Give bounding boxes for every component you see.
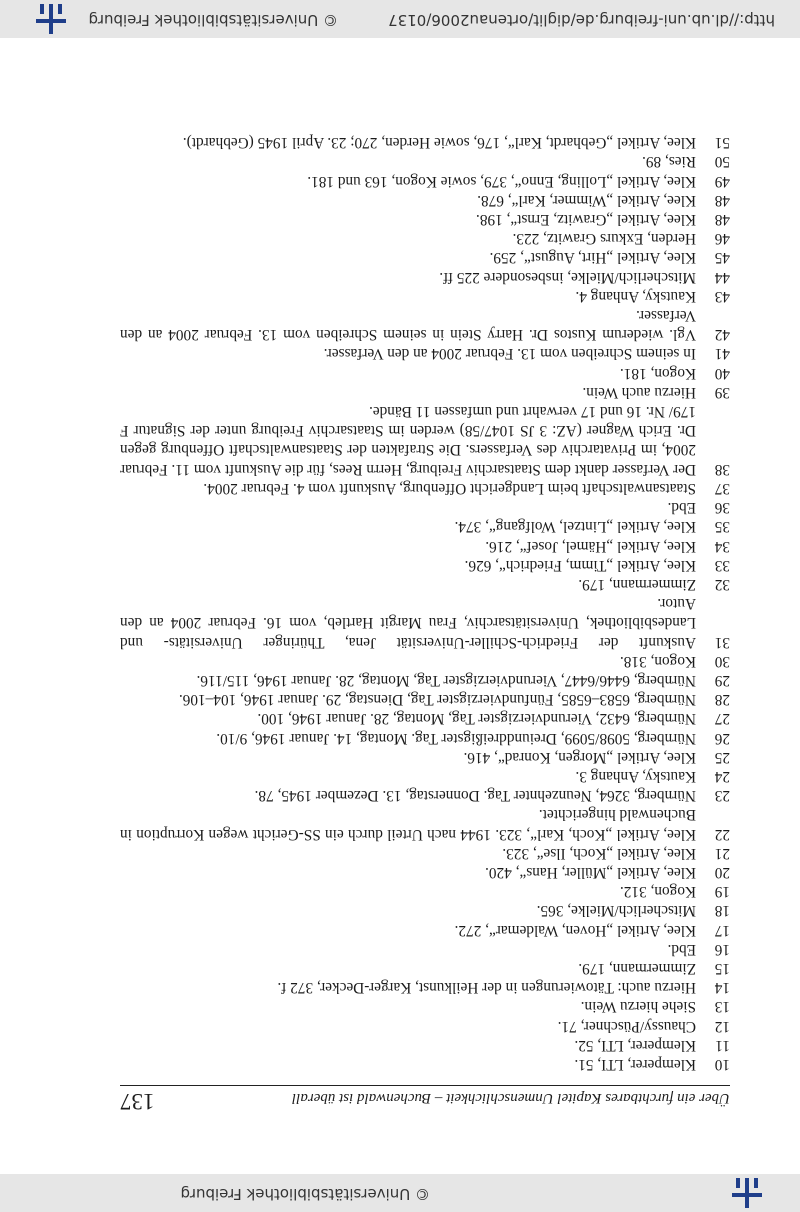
footnote-number: 44 xyxy=(714,268,730,286)
running-head: Über ein furchtbares Kapitel Unmenschlichkeit – Buchenwald ist überall xyxy=(292,1090,730,1106)
footnote-number: 48 xyxy=(714,211,730,229)
footnote-text: In seinem Schreiben vom 13. Februar 2004 an den Verfasser. xyxy=(323,345,696,363)
footnote-text: Nürnberg, 6432, Vierundvierzigster Tag, Montag, 28. Januar 1946, 100. xyxy=(257,710,696,728)
footnote xyxy=(120,690,730,709)
footnote xyxy=(120,728,730,747)
footnote-text: Klee, Artikel „Timm, Friedrich“, 626. xyxy=(464,556,696,574)
footnote-number: 12 xyxy=(714,1017,730,1035)
footnote-text: Staatsanwaltschaft beim Landgericht Offenburg, Auskunft vom 4. Februar 2004. xyxy=(203,479,696,497)
footnote xyxy=(120,306,730,344)
footnote-text: Klee, Artikel „Wimmer, Karl“, 678. xyxy=(477,191,696,209)
footnote-number: 35 xyxy=(714,518,730,536)
footnote-text: Klee, Artikel „Lolling, Enno“, 379, sowie Kogon, 163 und 181. xyxy=(307,172,696,190)
footnote-text: Klee, Artikel „Hämel, Josef“, 216. xyxy=(485,537,696,555)
footnote-text: Kogon, 181. xyxy=(619,364,696,382)
footnote xyxy=(120,594,730,652)
footnote-text: Klee, Artikel „Müller, Hans“, 420. xyxy=(485,863,696,881)
footnote-number: 20 xyxy=(714,863,730,881)
footnote-text: Ebd. xyxy=(667,940,696,958)
footnote xyxy=(120,152,730,171)
footnote-text: Klemperer, LTI, 52. xyxy=(574,1036,696,1054)
footnote-text: Ebd. xyxy=(667,499,696,517)
footnote xyxy=(120,1055,730,1074)
footnote xyxy=(120,229,730,248)
footnote-number: 51 xyxy=(714,134,730,152)
footnote-text: Klee, Artikel „Hirt, August“, 259. xyxy=(489,249,696,267)
footnote xyxy=(120,171,730,190)
footnote-number: 16 xyxy=(714,940,730,958)
footnote xyxy=(120,248,730,267)
page-header xyxy=(120,1088,730,1114)
footnote-text: Hierzu auch: Tätowierungen in der Heilkunst, Karger-Decker, 372 f. xyxy=(277,979,696,997)
footnote xyxy=(120,575,730,594)
footnote xyxy=(120,210,730,229)
footnote-text: Zimmermann, 179. xyxy=(578,575,696,593)
footnote-text: Klee, Artikel „Lintzel, Wolfgang“, 374. xyxy=(454,518,696,536)
footnote xyxy=(120,536,730,555)
footnote-number: 32 xyxy=(714,575,730,593)
footnote-number: 42 xyxy=(714,326,730,344)
footnote xyxy=(120,978,730,997)
footnote xyxy=(120,882,730,901)
footnote-text: Kogon, 312. xyxy=(619,883,696,901)
footnote xyxy=(120,191,730,210)
footnote-text: Nürnberg, 6583–6585, Fünfundvierzigster Tag, Dienstag, 29. Januar 1946, 104–106. xyxy=(178,691,696,709)
university-logo-icon xyxy=(36,4,66,34)
footnote-text: Nürnberg, 3264, Neunzehnter Tag. Donnerstag, 13. Dezember 1945, 78. xyxy=(254,787,696,805)
footnote xyxy=(120,363,730,382)
footnote xyxy=(120,786,730,805)
footnote xyxy=(120,805,730,843)
footnote-number: 10 xyxy=(714,1056,730,1073)
footnote xyxy=(120,940,730,959)
footnote-number: 28 xyxy=(714,691,730,709)
footnote xyxy=(120,748,730,767)
footnote-number: 11 xyxy=(715,1036,730,1054)
footnote xyxy=(120,767,730,786)
viewer-bottom-bar xyxy=(0,0,800,38)
footnote-text: Ries, 89. xyxy=(642,153,696,171)
footnote xyxy=(120,844,730,863)
header-rule xyxy=(120,1085,730,1086)
footnote xyxy=(120,901,730,920)
footnote-text: Mitscherlich/Mielke, 365. xyxy=(536,902,696,920)
footnote-text: Klee, Artikel „Hoven, Waldemar“, 272. xyxy=(454,921,696,939)
footnote-number: 45 xyxy=(714,249,730,267)
footnote xyxy=(120,517,730,536)
footnote-number: 27 xyxy=(714,710,730,728)
footnote xyxy=(120,959,730,978)
footnote-text: Klee, Artikel „Koch, Ilse“, 323. xyxy=(502,844,696,862)
footnote-number: 31 xyxy=(714,633,730,651)
footnote-number: 36 xyxy=(714,499,730,517)
footnote-number: 24 xyxy=(714,767,730,785)
footnote-number: 19 xyxy=(714,883,730,901)
footnote xyxy=(120,997,730,1016)
footnote-number: 15 xyxy=(714,959,730,977)
footnote-number: 43 xyxy=(714,287,730,305)
footnote-text: Kautsky, Anhang 3. xyxy=(575,767,696,785)
footnote xyxy=(120,709,730,728)
footnote xyxy=(120,267,730,286)
page-number: 137 xyxy=(120,1089,155,1114)
footnote-number: 21 xyxy=(714,844,730,862)
footnote-number: 38 xyxy=(714,460,730,478)
footnote-number: 50 xyxy=(714,153,730,171)
footnote-number: 22 xyxy=(714,825,730,843)
footnote-text: Nürnberg, 5098/5099, Dreiunddreißigster Tag. Montag, 14. Januar 1946, 9/10. xyxy=(216,729,696,747)
footnote-number: 30 xyxy=(714,652,730,670)
library-copyright: © Universitätsbibliothek Freiburg xyxy=(88,11,338,29)
footnote xyxy=(120,287,730,306)
footnote-list xyxy=(120,133,730,1074)
university-logo-icon xyxy=(732,1178,762,1208)
footnote-text: Der Verfasser dankt dem Staatsarchiv Freiburg, Herrn Rees, für die Auskunft vom 11. Februar 2004, im Privatarchiv des Verfassers. Die Strafakten der Staatsanwaltschaft Offenburg gegen Dr. Erich Wagner (AZ: 3 JS 1047/58) werden im Staatsarchiv Freiburg unter der Signatur F 179/ Nr. 16 und 17 verwahrt und umfassen 11 Bände. xyxy=(120,403,696,478)
footnote xyxy=(120,920,730,939)
footnote xyxy=(120,479,730,498)
footnote-number: 23 xyxy=(714,787,730,805)
footnote-text: Klee, Artikel „Morgen, Konrad“, 416. xyxy=(463,748,696,766)
footnote-text: Kogon, 318. xyxy=(619,652,696,670)
footnote-number: 41 xyxy=(714,345,730,363)
footnote xyxy=(120,556,730,575)
footnote-number: 17 xyxy=(714,921,730,939)
footnote-text: Klemperer, LTI, 51. xyxy=(574,1056,696,1073)
footnote xyxy=(120,383,730,402)
footnote-text: Kautsky, Anhang 4. xyxy=(575,287,696,305)
footnote-number: 40 xyxy=(714,364,730,382)
footnote-number: 34 xyxy=(714,537,730,555)
viewer-top-bar xyxy=(0,1174,800,1212)
footnote-text: Chaussy/Püschner, 71. xyxy=(557,1017,696,1035)
footnote-text: Mitscherlich/Mielke, insbesondere 225 ff. xyxy=(439,268,696,286)
footnote-text: Auskunft der Friedrich-Schiller-Universität Jena, Thüringer Universitäts- und Landesbibliothek, Universitätsarchiv, Frau Margit Hartleb, vom 16. Februar 2004 an den Autor. xyxy=(120,595,696,651)
footnote-number: 14 xyxy=(714,979,730,997)
footnote xyxy=(120,1036,730,1055)
footnote-number: 49 xyxy=(714,172,730,190)
footnote-text: Nürnberg, 6446/6447, Vierundvierzigster Tag, Montag, 28. Januar 1946, 115/116. xyxy=(196,671,696,689)
footnote-number: 29 xyxy=(714,671,730,689)
footnote-text: Siehe hierzu Wein. xyxy=(580,998,696,1016)
footnote xyxy=(120,652,730,671)
footnote xyxy=(120,1016,730,1035)
footnote-number: 18 xyxy=(714,902,730,920)
footnote-number: 13 xyxy=(714,998,730,1016)
footnote-number: 37 xyxy=(714,479,730,497)
footnote-text: Klee, Artikel „Gebhardt, Karl“, 176, sowie Herden, 270; 23. April 1945 (Gebhardt). xyxy=(182,134,696,152)
footnote-text: Hierzu auch Wein. xyxy=(582,383,696,401)
footnote-text: Klee, Artikel „Grawitz, Ernst“, 198. xyxy=(475,211,696,229)
footnote-number: 26 xyxy=(714,729,730,747)
footnote-number: 25 xyxy=(714,748,730,766)
footnote-number: 46 xyxy=(714,230,730,248)
footnote-text: Herden, Exkurs Grawitz, 223. xyxy=(512,230,696,248)
footnote-number: 48 xyxy=(714,191,730,209)
footnote-number: 33 xyxy=(714,556,730,574)
library-copyright: © Universitätsbibliothek Freiburg xyxy=(180,1185,430,1203)
footnote-text: Zimmermann, 179. xyxy=(578,959,696,977)
digitization-url[interactable]: http://dl.ub.uni-freiburg.de/diglit/ortenau2006/0137 xyxy=(388,11,775,29)
footnote-text: Vgl. wiederum Kustos Dr. Harry Stein in seinem Schreiben vom 13. Februar 2004 an den Verfasser. xyxy=(120,307,696,344)
footnote xyxy=(120,402,730,479)
footnote xyxy=(120,863,730,882)
footnote xyxy=(120,133,730,152)
footnote-text: Klee, Artikel „Koch, Karl“, 323. 1944 nach Urteil durch ein SS-Gericht wegen Korruption in Buchenwald hingerichtet. xyxy=(120,806,696,843)
footnote xyxy=(120,344,730,363)
footnote-number: 39 xyxy=(714,383,730,401)
footnote xyxy=(120,498,730,517)
footnote xyxy=(120,671,730,690)
